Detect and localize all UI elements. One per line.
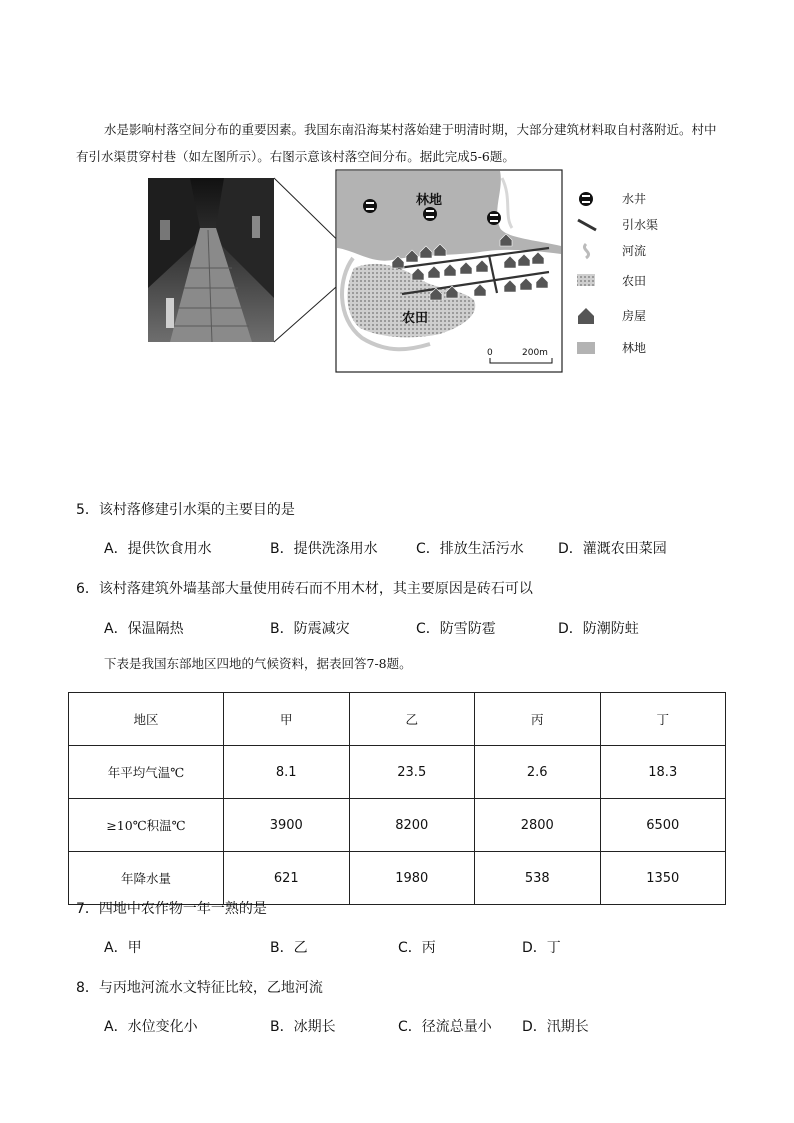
map-label-forest: 林地	[416, 193, 443, 208]
q6-option-a[interactable]: A．保温隔热	[104, 621, 184, 637]
q8-option-c[interactable]: C．径流总量小	[398, 1019, 492, 1035]
village-map	[336, 170, 562, 372]
climate-table	[68, 692, 726, 905]
q6-option-b[interactable]: B．防震减灾	[270, 621, 350, 637]
table-row	[69, 799, 726, 852]
table-header-cell: 甲	[224, 693, 350, 746]
table-header-row	[69, 693, 726, 746]
intro-text: 水是影响村落空间分布的重要因素。我国东南沿海某村落始建于明清时期，大部分建筑材料取自村落附近。村中有引水渠贯穿村巷（如左图所示）。右图示意该村落空间分布。据此完成5-6题。	[76, 122, 717, 164]
table-cell: 年平均气温℃	[69, 746, 224, 799]
table-row	[69, 852, 726, 905]
table-row	[69, 746, 726, 799]
table-cell: 2.6	[475, 746, 601, 799]
question-8-options	[104, 1016, 724, 1038]
question-5-options	[104, 538, 724, 560]
q7-option-c[interactable]: C．丙	[398, 940, 436, 956]
question-5-stem: 5．该村落修建引水渠的主要目的是	[76, 502, 295, 518]
q6-option-d[interactable]: D．防潮防蛀	[558, 621, 639, 637]
q5-option-b[interactable]: B．提供洗涤用水	[270, 541, 378, 557]
table-cell: 8.1	[224, 746, 350, 799]
q5-option-c[interactable]: C．排放生活污水	[416, 541, 524, 557]
table-cell: ≥10℃积温℃	[69, 799, 224, 852]
question-8-stem: 8．与丙地河流水文特征比较，乙地河流	[76, 980, 323, 996]
scale-distance: 200m	[522, 348, 548, 358]
legend-label-well: 水井	[622, 192, 647, 206]
table-cell: 年降水量	[69, 852, 224, 905]
table-cell: 18.3	[600, 746, 726, 799]
legend-label-house: 房屋	[622, 309, 647, 323]
q7-option-d[interactable]: D．丁	[522, 940, 561, 956]
table-cell: 1350	[600, 852, 726, 905]
question-6-options	[104, 618, 724, 640]
question-7-stem: 7．四地中农作物一年一熟的是	[76, 901, 267, 917]
canal-icon	[578, 220, 596, 230]
legend-label-canal: 引水渠	[622, 218, 659, 232]
table-cell: 2800	[475, 799, 601, 852]
q8-option-a[interactable]: A．水位变化小	[104, 1019, 198, 1035]
table-cell: 6500	[600, 799, 726, 852]
alley-photo	[148, 178, 274, 342]
q7-option-b[interactable]: B．乙	[270, 940, 308, 956]
table-cell: 8200	[349, 799, 475, 852]
table-header-cell: 丙	[475, 693, 601, 746]
map-legend	[577, 191, 658, 355]
table-cell: 23.5	[349, 746, 475, 799]
map-label-farmland: 农田	[402, 311, 429, 326]
scale-zero: 0	[487, 348, 493, 358]
village-figure	[140, 168, 680, 380]
table-header-cell: 乙	[349, 693, 475, 746]
house-icon	[578, 308, 594, 324]
legend-label-forest: 林地	[622, 341, 647, 355]
forest-icon	[577, 342, 595, 354]
table-header-cell: 地区	[69, 693, 224, 746]
legend-label-farmland: 农田	[622, 274, 647, 288]
river-icon	[584, 244, 588, 258]
well-icon	[579, 192, 593, 206]
table-intro: 下表是我国东部地区四地的气候资料，据表回答7-8题。	[104, 656, 412, 671]
question-7-options	[104, 937, 724, 959]
legend-label-river: 河流	[622, 244, 647, 258]
q5-option-a[interactable]: A．提供饮食用水	[104, 541, 212, 557]
q7-option-a[interactable]: A．甲	[104, 940, 142, 956]
farmland-icon	[577, 274, 595, 286]
table-header-cell: 丁	[600, 693, 726, 746]
table-cell: 621	[224, 852, 350, 905]
intro-paragraph	[76, 116, 724, 170]
table-cell: 1980	[349, 852, 475, 905]
table-cell: 538	[475, 852, 601, 905]
question-6-stem: 6．该村落建筑外墙基部大量使用砖石而不用木材，其主要原因是砖石可以	[76, 581, 533, 597]
q5-option-d[interactable]: D．灌溉农田菜园	[558, 541, 667, 557]
q8-option-b[interactable]: B．冰期长	[270, 1019, 336, 1035]
table-cell: 3900	[224, 799, 350, 852]
q8-option-d[interactable]: D．汛期长	[522, 1019, 589, 1035]
q6-option-c[interactable]: C．防雪防雹	[416, 621, 496, 637]
